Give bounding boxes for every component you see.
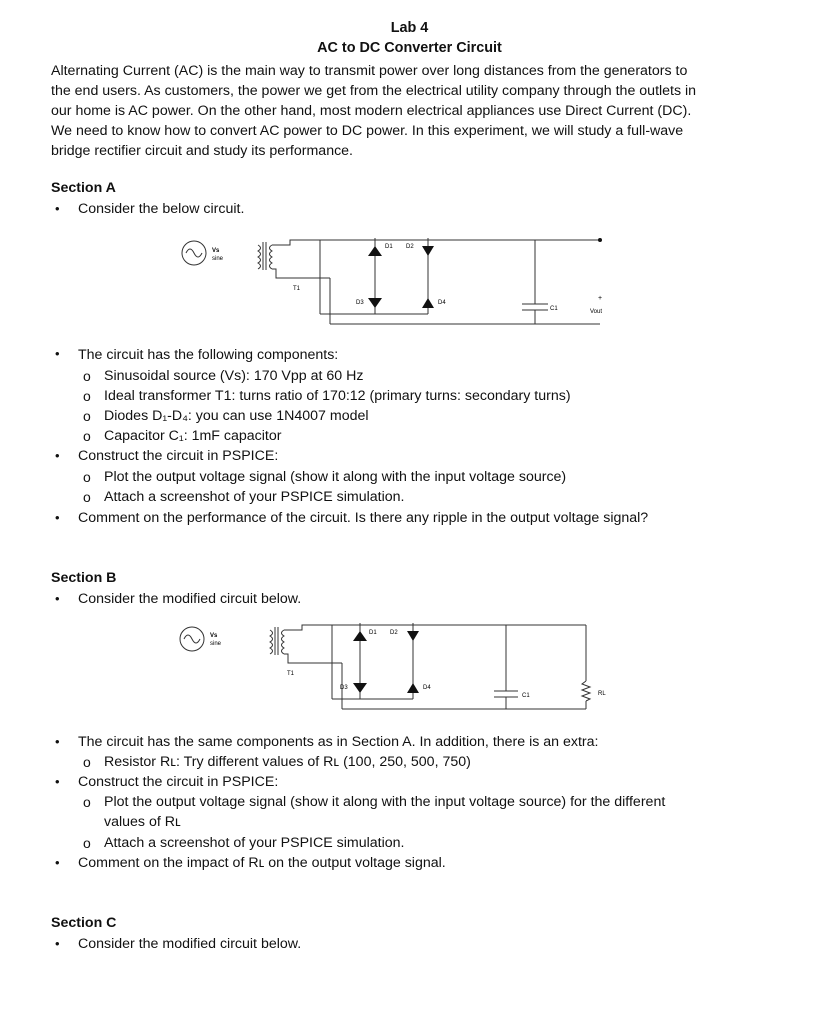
section-c-heading: Section C [51, 915, 117, 931]
label-vs: Vs [212, 248, 220, 254]
lab-subtitle: AC to DC Converter Circuit [317, 40, 502, 56]
label-d4: D4 [438, 300, 446, 306]
bullet-glyph: • [55, 734, 60, 749]
sub-bullet-glyph: o [83, 469, 91, 485]
section-b-task-plot-cont: values of Rʟ [104, 814, 181, 830]
sub-bullet-glyph: o [83, 835, 91, 851]
sub-bullet-glyph: o [83, 489, 91, 505]
component-capacitor: Capacitor C₁: 1mF capacitor [104, 428, 282, 444]
label-d1: D1 [385, 244, 393, 250]
section-b-task-plot: Plot the output voltage signal (show it along with the input voltage source) for the different [104, 794, 666, 810]
label-d3: D3 [340, 685, 348, 691]
intro-paragraph [51, 61, 763, 161]
bullet-glyph: • [55, 936, 60, 951]
label-d1: D1 [369, 630, 377, 636]
intro-line: We need to know how to convert AC power to DC power. In this experiment, we will study a full-wave [51, 123, 684, 139]
section-a-construct: Construct the circuit in PSPICE: [78, 448, 279, 464]
bullet-glyph: • [55, 774, 60, 789]
section-c-consider: Consider the modified circuit below. [78, 936, 302, 952]
label-d2: D2 [390, 630, 398, 636]
label-t1: T1 [293, 286, 301, 292]
label-plus: + [598, 295, 603, 302]
label-rl: RL [598, 691, 606, 697]
label-d2: D2 [406, 244, 414, 250]
section-a-consider: Consider the below circuit. [78, 201, 245, 217]
diode-d3-icon [353, 683, 367, 693]
resistor-icon [582, 681, 590, 701]
diode-d2-icon [407, 631, 419, 641]
label-sine: sine [212, 256, 224, 262]
section-b-heading: Section B [51, 570, 117, 586]
section-a-task-plot: Plot the output voltage signal (show it along with the input voltage source) [104, 469, 567, 485]
sub-bullet-glyph: o [83, 754, 91, 770]
label-sine: sine [210, 641, 222, 647]
diode-d2-icon [422, 246, 434, 256]
lab-title: Lab 4 [390, 20, 429, 36]
section-a-task-screenshot: Attach a screenshot of your PSPICE simulation. [104, 489, 405, 505]
label-d3: D3 [356, 300, 364, 306]
diode-d4-icon [422, 298, 434, 308]
diode-d1-icon [353, 631, 367, 641]
diode-d4-icon [407, 683, 419, 693]
label-t1: T1 [287, 671, 295, 677]
circuit-diagram-a [170, 228, 620, 348]
component-transformer: Ideal transformer T1: turns ratio of 170:12 (primary turns: secondary turns) [104, 388, 571, 404]
intro-line: Alternating Current (AC) is the main way to transmit power over long distances from the generators to [51, 63, 688, 79]
label-vout: Vout [590, 309, 603, 315]
bullet-glyph: • [55, 346, 60, 361]
diode-d3-icon [368, 298, 382, 308]
circuit-diagram-b [170, 615, 620, 733]
sub-bullet-glyph: o [83, 794, 91, 810]
section-a-components-intro: The circuit has the following components: [78, 347, 339, 363]
label-d4: D4 [423, 685, 431, 691]
component-diodes: Diodes D₁-D₄: you can use 1N4007 model [104, 408, 369, 424]
section-b-task-screenshot: Attach a screenshot of your PSPICE simulation. [104, 835, 405, 851]
intro-line: the end users. As customers, the power we get from the electrical utility company through the outlets in [51, 83, 697, 99]
label-c1: C1 [550, 306, 558, 312]
label-c1: C1 [522, 693, 530, 699]
section-a-heading: Section A [51, 180, 116, 196]
label-vs: Vs [210, 633, 218, 639]
sub-bullet-glyph: o [83, 368, 91, 384]
bullet-glyph: • [55, 591, 60, 606]
bullet-glyph: • [55, 448, 60, 463]
section-b-construct: Construct the circuit in PSPICE: [78, 774, 279, 790]
output-node-icon [598, 238, 602, 242]
section-b-consider: Consider the modified circuit below. [78, 591, 302, 607]
bullet-glyph: • [55, 855, 60, 870]
section-b-same: The circuit has the same components as in Section A. In addition, there is an extra: [78, 734, 599, 750]
intro-line: our home is AC power. On the other hand, most modern electrical appliances use Direct Current (DC). [51, 103, 692, 119]
section-a-comment: Comment on the performance of the circuit. Is there any ripple in the output voltage signal? [78, 510, 649, 526]
intro-line: bridge rectifier circuit and study its performance. [51, 143, 354, 159]
section-b-comment: Comment on the impact of Rʟ on the output voltage signal. [78, 855, 446, 871]
diode-d1-icon [368, 246, 382, 256]
sub-bullet-glyph: o [83, 388, 91, 404]
bullet-glyph: • [55, 201, 60, 216]
section-b-extra-resistor: Resistor Rʟ: Try different values of Rʟ (100, 250, 500, 750) [104, 754, 471, 770]
component-source: Sinusoidal source (Vs): 170 Vpp at 60 Hz [104, 368, 364, 384]
sub-bullet-glyph: o [83, 428, 91, 444]
bullet-glyph: • [55, 510, 60, 525]
sub-bullet-glyph: o [83, 408, 91, 424]
